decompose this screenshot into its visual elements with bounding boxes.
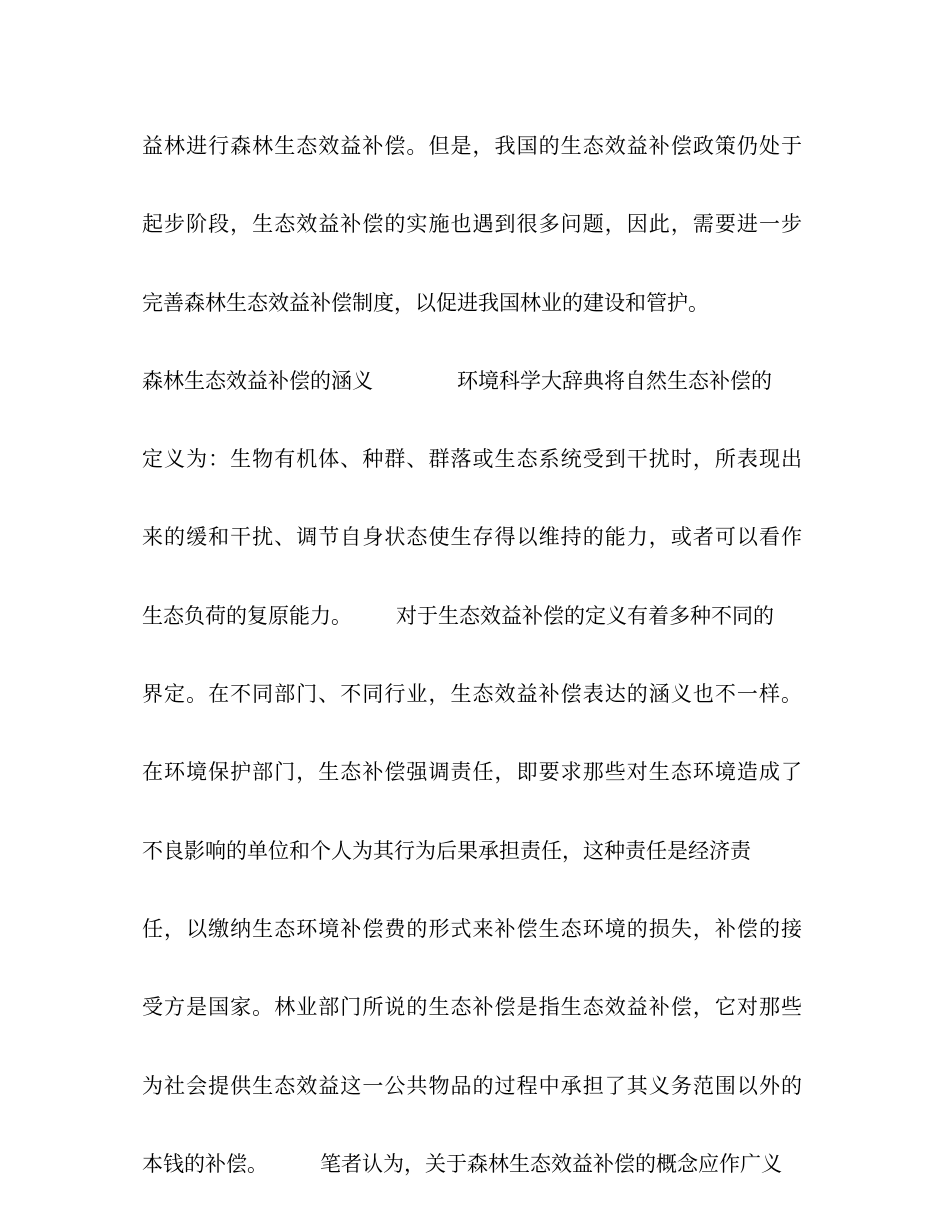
text-line: 益林进行森林生态效益补偿。但是，我国的生态效益补偿政策仍处于: [142, 134, 802, 158]
paragraph-end: 本钱的补偿。: [142, 1151, 268, 1176]
body-text: [142, 120, 802, 1216]
text-line: 任，以缴纳生态环境补偿费的形式来补偿生态环境的损失，补偿的接: [142, 916, 802, 941]
text-line: 来的缓和干扰、调节自身状态使生存得以维持的能力，或者可以看作: [142, 525, 802, 550]
paragraph-end: 生态负荷的复原能力。: [142, 603, 352, 628]
text-line: 在环境保护部门，生态补偿强调责任，即要求那些对生态环境造成了: [142, 760, 802, 785]
paragraph-start: 环境科学大辞典将自然生态补偿的: [457, 368, 772, 393]
text-line: 界定。在不同部门、不同行业，生态效益补偿表达的涵义也不一样。: [142, 682, 802, 707]
section-heading: 森林生态效益补偿的涵义: [142, 368, 373, 393]
text-line: 完善森林生态效益补偿制度，以促进我国林业的建设和管护。: [142, 290, 709, 315]
section-heading-line: [142, 355, 802, 407]
text-line: 受方是国家。林业部门所说的生态补偿是指生态效益补偿，它对那些: [142, 995, 802, 1020]
text-line: 定义为：生物有机体、种群、群落或生态系统受到干扰时，所表现出: [142, 447, 802, 472]
text-line: 不良影响的单位和个人为其行为后果承担责任，这种责任是经济责: [142, 838, 751, 863]
paragraph-break-line: [142, 590, 802, 642]
text-line: 起步阶段，生态效益补偿的实施也遇到很多问题，因此，需要进一步: [142, 212, 802, 237]
paragraph-start: 笔者认为，关于森林生态效益补偿的概念应作广义: [320, 1151, 782, 1176]
paragraph-start: 对于生态效益补偿的定义有着多种不同的: [396, 603, 774, 628]
paragraph-break-line: [142, 1138, 802, 1190]
text-line: 为社会提供生态效益这一公共物品的过程中承担了其义务范围以外的: [142, 1073, 802, 1098]
